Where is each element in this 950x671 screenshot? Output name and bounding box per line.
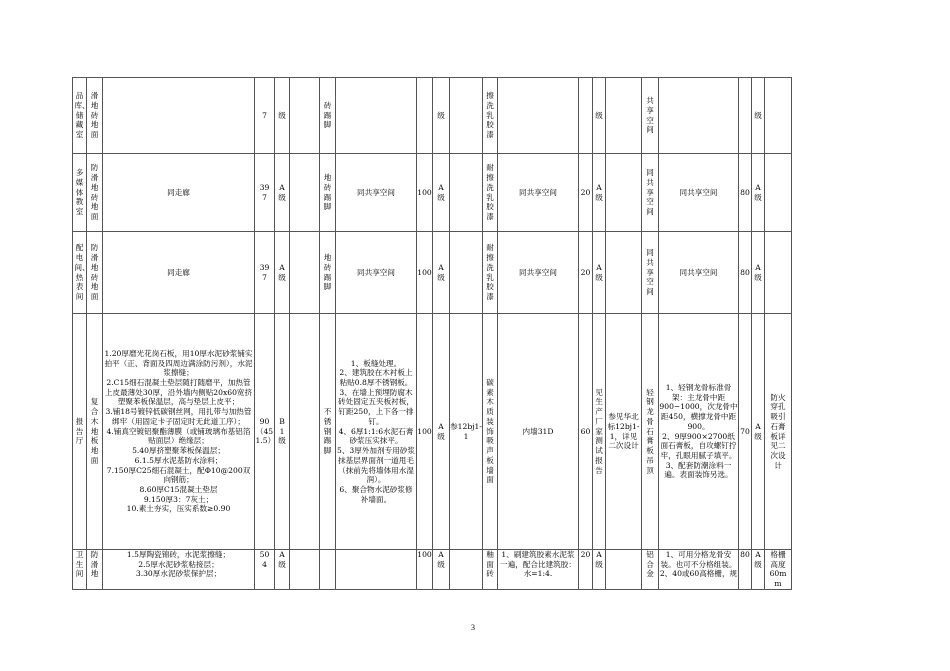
- skirting-thickness: 100: [417, 154, 433, 232]
- skirting-thickness: [417, 78, 433, 154]
- table-row: [73, 232, 792, 314]
- ceiling-thickness: 80: [739, 550, 752, 590]
- floor-thickness: 397: [255, 232, 275, 314]
- remark: 格栅高度60mm: [765, 550, 792, 590]
- wall-ref: [606, 154, 642, 232]
- floor-ref: [290, 232, 320, 314]
- floor-type: 复合木地板地面: [87, 314, 103, 550]
- wall-desc: 同共享空间: [498, 232, 579, 314]
- floor-desc: 同走廊: [103, 232, 255, 314]
- wall-type: 耐擦洗乳胶漆: [483, 232, 498, 314]
- skirting-ref: [450, 550, 483, 590]
- skirting-desc: [336, 550, 417, 590]
- floor-desc: 同走廊: [103, 154, 255, 232]
- skirting-thickness: 100: [417, 550, 433, 590]
- wall-desc: 内墙31D: [498, 314, 579, 550]
- skirting-fire-level: A级: [433, 314, 450, 550]
- ceiling-desc: 1、轻钢龙骨标准骨架：主龙骨中距900~1000，次龙骨中距450，横撑龙骨中距900。 2、9厚900×2700纸面石膏板，自攻螺钉拧牢，孔眼用腻子填平。 3、配套防潮涂料一遍。表面装饰另选。: [659, 314, 739, 550]
- floor-ref: [290, 154, 320, 232]
- skirting-type: 不锈钢踢脚: [320, 314, 336, 550]
- skirting-desc: 同共享空间: [336, 154, 417, 232]
- wall-thickness: 20: [579, 232, 593, 314]
- room-name: 多媒体教室: [73, 154, 87, 232]
- ceiling-thickness: 80: [739, 154, 752, 232]
- room-name: 品库、储藏室: [73, 78, 87, 154]
- floor-type: 防滑地砖地面: [87, 232, 103, 314]
- remark: [765, 78, 792, 154]
- wall-fire-level: 级: [593, 78, 606, 154]
- floor-fire-level: B1级: [275, 314, 290, 550]
- skirting-type: [320, 550, 336, 590]
- floor-ref: [290, 78, 320, 154]
- skirting-desc: [336, 78, 417, 154]
- wall-ref: [606, 232, 642, 314]
- wall-ref: 参见华北标12bj1-1，详见二次设计: [606, 314, 642, 550]
- wall-fire-level: A级: [593, 154, 606, 232]
- ceiling-desc: 同共享空间: [659, 154, 739, 232]
- skirting-type: 地砖踢脚: [320, 232, 336, 314]
- skirting-fire-level: A级: [433, 232, 450, 314]
- floor-thickness: 90（451.5）: [255, 314, 275, 550]
- wall-thickness: 20: [579, 550, 593, 590]
- wall-ref: [606, 78, 642, 154]
- ceiling-type: 轻钢龙骨石膏板吊顶: [642, 314, 659, 550]
- ceiling-desc: [659, 78, 739, 154]
- ceiling-fire-level: 级: [752, 78, 765, 154]
- floor-fire-level: A级: [275, 550, 290, 590]
- skirting-desc: 同共享空间: [336, 232, 417, 314]
- wall-fire-level: A级: [593, 550, 606, 590]
- table-row: [73, 154, 792, 232]
- remark: [765, 232, 792, 314]
- skirting-type: 地砖踢脚: [320, 154, 336, 232]
- ceiling-fire-level: A级: [752, 154, 765, 232]
- table-row: [73, 78, 792, 154]
- wall-type: 碳素木质装饰吸声板墙面: [483, 314, 498, 550]
- wall-desc: 同共享空间: [498, 154, 579, 232]
- wall-desc: [498, 78, 579, 154]
- ceiling-fire-level: A级: [752, 314, 765, 550]
- skirting-type: 砖踢脚: [320, 78, 336, 154]
- wall-thickness: [579, 78, 593, 154]
- skirting-fire-level: A级: [433, 550, 450, 590]
- ceiling-fire-level: A级: [752, 550, 765, 590]
- ceiling-type: 同共享空间: [642, 154, 659, 232]
- skirting-ref: [450, 232, 483, 314]
- ceiling-fire-level: A级: [752, 232, 765, 314]
- floor-desc: [103, 78, 255, 154]
- skirting-ref: 参12bj1-1: [450, 314, 483, 550]
- ceiling-thickness: 80: [739, 232, 752, 314]
- floor-ref: [290, 550, 320, 590]
- floor-thickness: 7: [255, 78, 275, 154]
- floor-fire-level: A级: [275, 154, 290, 232]
- room-name: 卫生间: [73, 550, 87, 590]
- wall-thickness: 20: [579, 154, 593, 232]
- floor-desc: 1.5厚陶瓷锦砖，水泥浆擦缝； 2.5厚水泥砂浆粘接层； 3.30厚水泥砂浆保护层；: [103, 550, 255, 590]
- floor-fire-level: A级: [275, 232, 290, 314]
- skirting-ref: [450, 154, 483, 232]
- remark: [765, 154, 792, 232]
- table-row: [73, 314, 792, 550]
- room-name: 配电间、热表间: [73, 232, 87, 314]
- skirting-ref: [450, 78, 483, 154]
- skirting-desc: 1、板缝处理。 2、建筑胶在木衬板上粘贴0.8厚不锈钢板。 3、在墙上预埋防腐木砖处固定五夹板衬板，钉距250，上下各一排钉。 4、6厚1:1:6水泥石膏砂浆压实抹平。 5、3厚外加剂专用砂浆抹基层界面剂一道甩毛（抹前先将墙体用水湿润）。 6、聚合物水泥砂浆修补墙面。: [336, 314, 417, 550]
- ceiling-thickness: 70: [739, 314, 752, 550]
- wall-type: 耐擦洗乳胶漆: [483, 154, 498, 232]
- floor-ref: [290, 314, 320, 550]
- floor-type: 防滑地砖地面: [87, 154, 103, 232]
- wall-desc: 1、刷建筑胶素水泥浆一遍，配合比建筑胶：水=1:4.: [498, 550, 579, 590]
- wall-type: 釉面砖: [483, 550, 498, 590]
- wall-thickness: 60: [579, 314, 593, 550]
- wall-fire-level: 见生产厂家测试报告: [593, 314, 606, 550]
- skirting-thickness: 100: [417, 232, 433, 314]
- floor-type: 滑地砖地面: [87, 78, 103, 154]
- ceiling-desc: 同共享空间: [659, 232, 739, 314]
- floor-type: 防滑地: [87, 550, 103, 590]
- ceiling-desc: 1、可用分格龙骨安装。也可不分格组装。 2、40或60高格栅，规: [659, 550, 739, 590]
- ceiling-type: 同共享空间: [642, 232, 659, 314]
- skirting-fire-level: 级: [433, 78, 450, 154]
- ceiling-type: 共享空间: [642, 78, 659, 154]
- finish-schedule-table: [72, 77, 792, 590]
- skirting-fire-level: A级: [433, 154, 450, 232]
- table-row: [73, 550, 792, 590]
- floor-fire-level: 级: [275, 78, 290, 154]
- wall-type: 擦洗乳胶漆: [483, 78, 498, 154]
- floor-thickness: 397: [255, 154, 275, 232]
- remark: 防火穿孔吸引石膏板详见二次设计: [765, 314, 792, 550]
- ceiling-thickness: [739, 78, 752, 154]
- page-number: 3: [471, 623, 475, 632]
- floor-thickness: 504: [255, 550, 275, 590]
- room-name: 报告厅: [73, 314, 87, 550]
- ceiling-type: 铝合金: [642, 550, 659, 590]
- wall-ref: [606, 550, 642, 590]
- skirting-thickness: 100: [417, 314, 433, 550]
- wall-fire-level: A级: [593, 232, 606, 314]
- floor-desc: 1.20厚磨光花岗石板，用10厚水泥砂浆铺实拍平（正、背面及四周边满涂防污剂），水泥浆擦缝； 2.C15细石混凝土垫层随打随磨平，加热管上皮最薄处30厚，沿外墙内侧贴20x60宽挤塑聚苯板保温层，高与垫层上皮平； 3.铺18号镀锌低碳钢丝网，用扎带与加热管绑牢（用固定卡子固定时无此道工序）； 4.铺真空镀铝聚酯薄膜（或铺玻璃布基铝箔贴面层）绝缘层； 5.40厚挤塑聚苯板保温层； 6.1.5厚水泥基防水涂料； 7.150厚C25细石混凝土，配Φ10@200双向钢筋； 8.60厚C15混凝土垫层 9.150厚3：7灰土； 10.素土夯实，压实系数≥0.90: [103, 314, 255, 550]
